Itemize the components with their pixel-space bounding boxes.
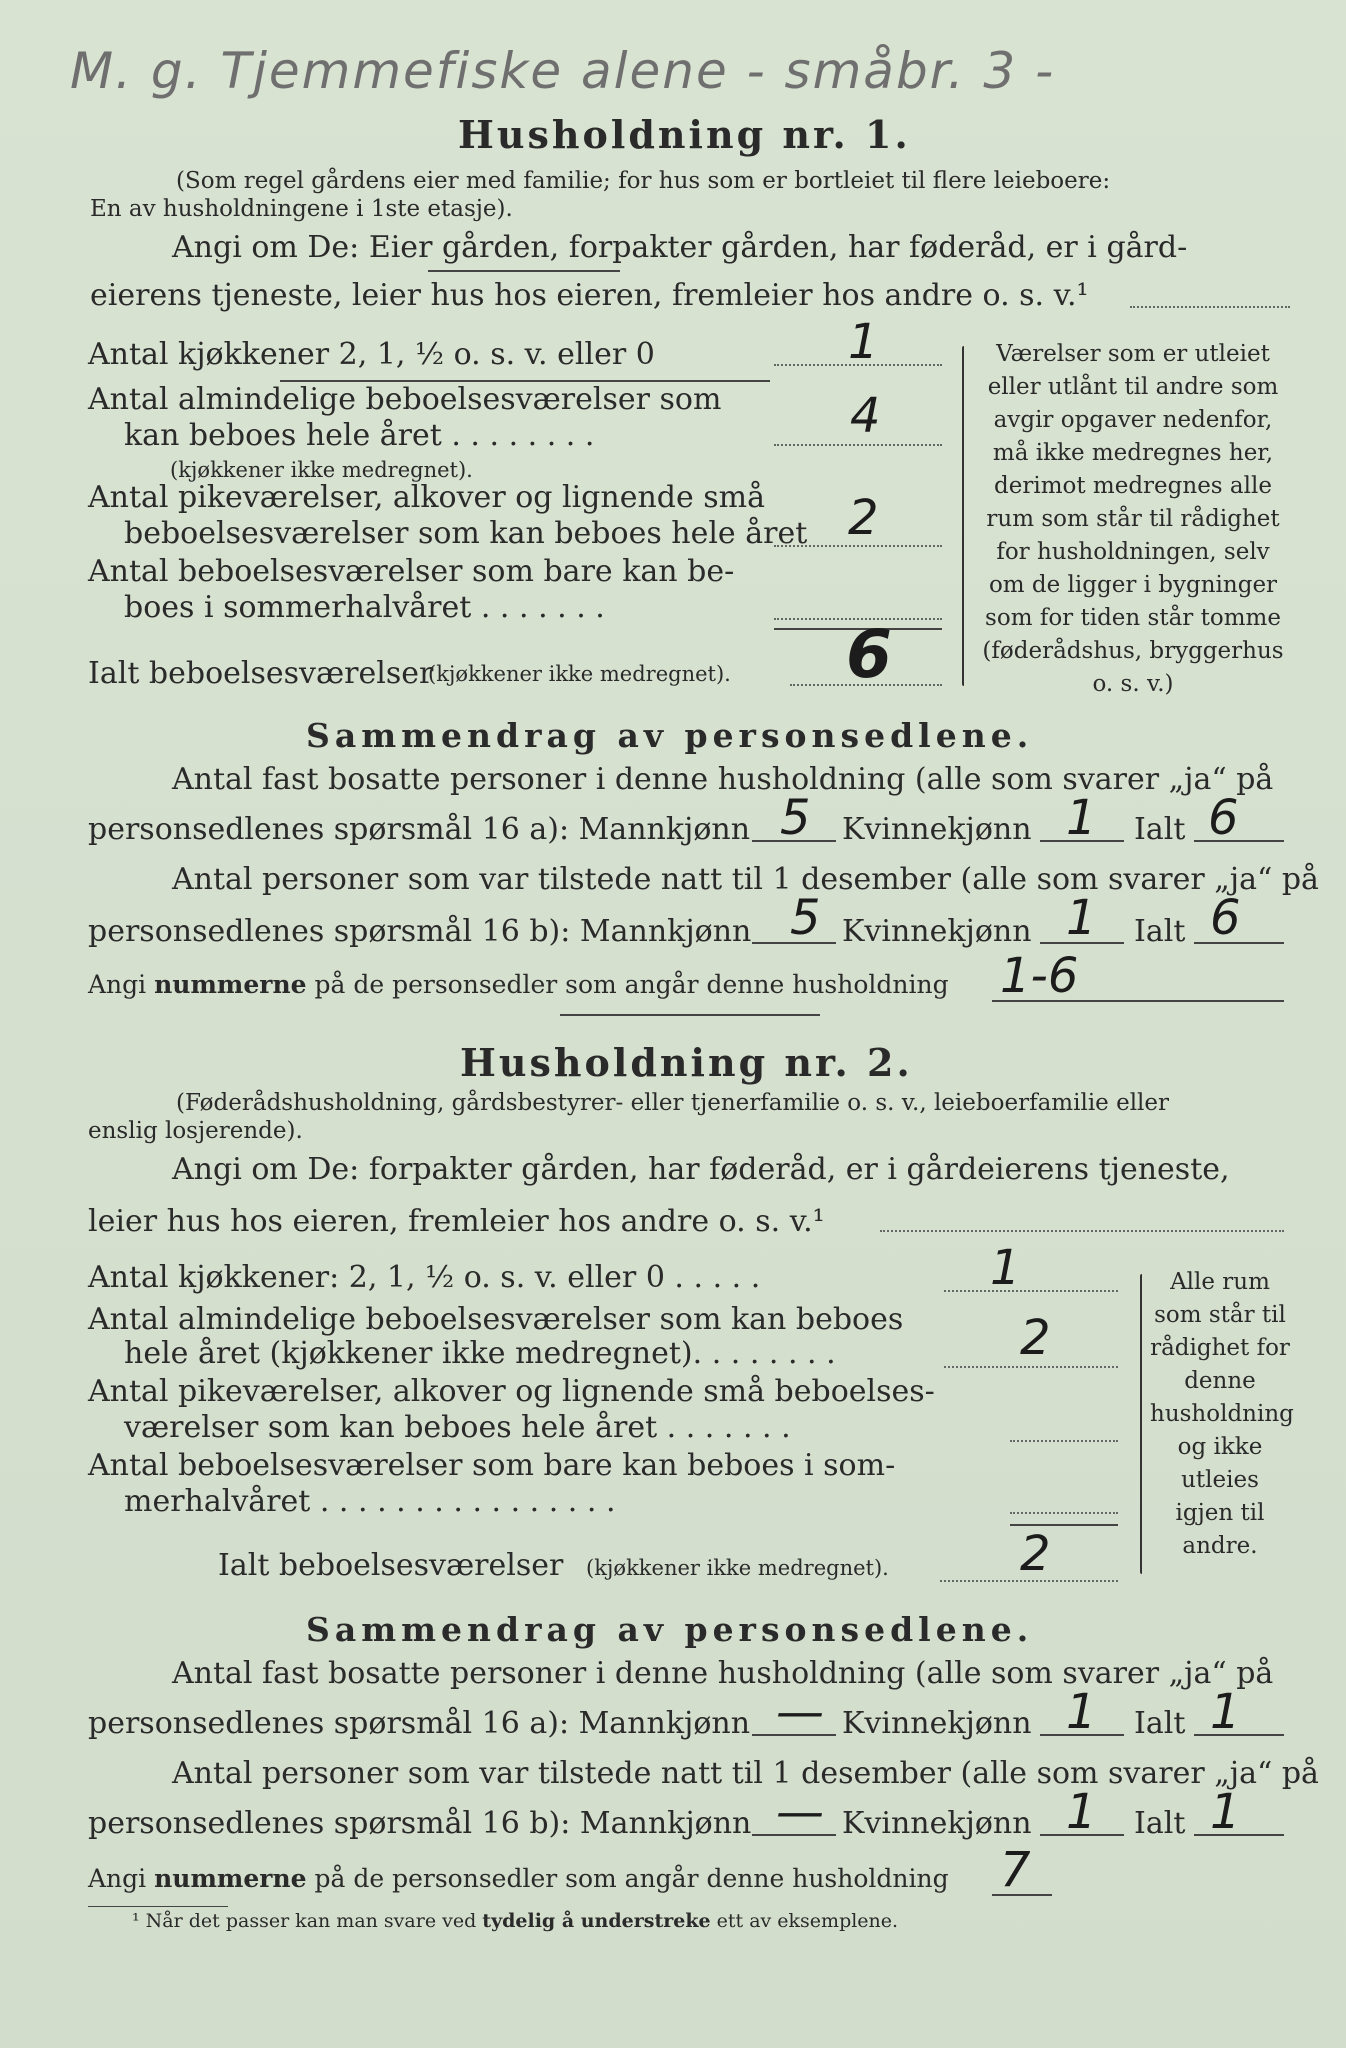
hh2-fast-ialt: 1 bbox=[1210, 1684, 1241, 1740]
hh2-kjokkener-value: 1 bbox=[990, 1240, 1021, 1296]
hh2-brace-text: Alle rum som står til rådighet for denne husholdning og ikke utleies igjen til andre. bbox=[1150, 1269, 1294, 1559]
hh2-kjokkener-label: Antal kjøkkener: 2, 1, ½ o. s. v. eller 0 . . . . . bbox=[88, 1260, 761, 1295]
hh1-fast-ialt: 6 bbox=[1208, 790, 1239, 846]
hh2-fast-line2: personsedlenes spørsmål 16 a): Mannkjønn bbox=[88, 1706, 751, 1741]
hh1-fast-kvinne: 1 bbox=[1066, 790, 1097, 846]
hh2-pike-line2: værelser som kan beboes hele året . . . . . . . bbox=[124, 1410, 791, 1445]
hh1-pike-line1: Antal pikeværelser, alkover og lignende små bbox=[88, 480, 766, 515]
hh2-brace bbox=[1140, 1274, 1142, 1574]
hh2-nummerne-value: 7 bbox=[1000, 1842, 1031, 1898]
household-2-angi-answer-line bbox=[880, 1230, 1284, 1232]
footnote bbox=[132, 1910, 898, 1932]
hh1-brace bbox=[962, 346, 964, 686]
hh1-pike-value: 2 bbox=[848, 490, 879, 546]
hh2-tilstede-mann: — bbox=[776, 1784, 824, 1840]
hh1-tilstede-kvinne-label: Kvinnekjønn bbox=[842, 914, 1032, 949]
hh1-kjokkener-label: Antal kjøkkener 2, 1, ½ o. s. v. eller 0 bbox=[88, 337, 655, 372]
hh2-fast-kvinne: 1 bbox=[1066, 1684, 1097, 1740]
hh1-fast-mann: 5 bbox=[780, 790, 811, 846]
hh2-nummerne-bold: nummerne bbox=[154, 1864, 307, 1893]
household-2-angi-line2: leier hus hos eieren, fremleier hos andre o. s. v.¹ bbox=[88, 1204, 825, 1239]
section-divider bbox=[560, 1014, 820, 1016]
hh1-tilstede-mann: 5 bbox=[790, 890, 821, 946]
hh1-ialt-note: (kjøkkener ikke medregnet). bbox=[428, 662, 731, 686]
eier-garden-underline bbox=[428, 270, 620, 272]
footnote-text-b: ett av eksemplene. bbox=[716, 1910, 899, 1932]
footnote-marker: ¹ bbox=[132, 1910, 140, 1932]
hh2-fast-ialt-label: Ialt bbox=[1134, 1706, 1186, 1741]
hh2-alm-line bbox=[944, 1366, 1118, 1368]
hh2-sommer-line bbox=[1010, 1512, 1118, 1514]
household-1-angi-answer-line bbox=[1130, 306, 1290, 308]
hh1-brace-text: Værelser som er utleiet eller utlånt til andre som avgir opgaver nedenfor, må ikke medregnes her, derimot medregnes alle rum som står til rådighet for husholdningen, selv om de ligger i bygninger som for tiden står tomme (føderådshus, bryggerhus o. s. v.) bbox=[982, 341, 1284, 697]
hh2-ialt-value: 2 bbox=[1020, 1526, 1051, 1582]
hh1-alm-line1: Antal almindelige beboelsesværelser som bbox=[88, 382, 722, 417]
hh1-fast-ialt-label: Ialt bbox=[1134, 812, 1186, 847]
header-handwritten-note: M. g. Tjemmefiske alene - småbr. 3 - bbox=[70, 42, 1056, 100]
hh1-ialt-label: Ialt beboelsesværelser bbox=[88, 656, 434, 691]
hh1-alm-divider bbox=[280, 380, 770, 382]
household-1-note-line1: (Som regel gårdens eier med familie; for hus som er bortleiet til flere leieboere: bbox=[176, 168, 1111, 194]
hh1-kjokkener-value: 1 bbox=[848, 314, 879, 370]
hh1-sommer-line2: boes i sommerhalvåret . . . . . . . bbox=[124, 590, 605, 625]
household-2-note-line2: enslig losjerende). bbox=[88, 1118, 303, 1144]
hh1-tilstede-line1: Antal personer som var tilstede natt til 1 desember (alle som svarer „ja“ på bbox=[172, 862, 1319, 897]
hh1-fast-line2: personsedlenes spørsmål 16 a): Mannkjønn bbox=[88, 812, 751, 847]
household-1-angi-line2: eierens tjeneste, leier hus hos eieren, fremleier hos andre o. s. v.¹ bbox=[90, 278, 1089, 313]
hh1-pike-line2: beboelsesværelser som kan beboes hele året bbox=[124, 516, 808, 551]
footnote-rule bbox=[88, 1906, 228, 1907]
hh2-alm-line1: Antal almindelige beboelsesværelser som kan beboes bbox=[88, 1302, 904, 1337]
household-1-angi-line1: Angi om De: Eier gården, forpakter gården, har føderåd, er i gård- bbox=[172, 230, 1188, 265]
hh1-sommer-line1: Antal beboelsesværelser som bare kan be- bbox=[88, 554, 735, 589]
hh2-tilstede-line1: Antal personer som var tilstede natt til 1 desember (alle som svarer „ja“ på bbox=[172, 1756, 1319, 1791]
hh1-alm-line bbox=[774, 444, 942, 446]
hh1-tilstede-kvinne: 1 bbox=[1066, 890, 1097, 946]
hh2-fast-line1: Antal fast bosatte personer i denne husholdning (alle som svarer „ja“ på bbox=[172, 1656, 1274, 1691]
hh2-tilstede-ialt-label: Ialt bbox=[1134, 1806, 1186, 1841]
hh2-tilstede-kvinne: 1 bbox=[1066, 1784, 1097, 1840]
hh1-fast-kvinne-label: Kvinnekjønn bbox=[842, 812, 1032, 847]
hh2-alm-value: 2 bbox=[1020, 1310, 1051, 1366]
hh1-alm-line3: (kjøkkener ikke medregnet). bbox=[170, 458, 473, 482]
household-1-note-line2: En av husholdningene i 1ste etasje). bbox=[90, 196, 513, 222]
hh1-sammendrag-title: Sammendrag av personsedlene. bbox=[306, 716, 1034, 755]
hh1-tilstede-ialt-label: Ialt bbox=[1134, 914, 1186, 949]
hh1-nummerne-prefix: Angi bbox=[88, 970, 147, 999]
hh2-ialt-label: Ialt beboelsesværelser bbox=[218, 1548, 564, 1583]
household-2-angi-line1: Angi om De: forpakter gården, har føderåd, er i gårdeierens tjeneste, bbox=[172, 1152, 1230, 1187]
hh2-tilstede-line2: personsedlenes spørsmål 16 b): Mannkjønn bbox=[88, 1806, 752, 1841]
hh2-pike-line bbox=[1010, 1440, 1118, 1442]
hh2-tilstede-ialt: 1 bbox=[1210, 1784, 1241, 1840]
hh2-fast-mann: — bbox=[776, 1684, 824, 1740]
hh1-nummerne-row bbox=[88, 970, 949, 999]
hh2-sommer-line2: merhalvåret . . . . . . . . . . . . . . . . bbox=[124, 1484, 616, 1519]
hh2-pike-line1: Antal pikeværelser, alkover og lignende små beboelses- bbox=[88, 1374, 935, 1409]
hh2-nummerne-prefix: Angi bbox=[88, 1864, 147, 1893]
household-2-title: Husholdning nr. 2. bbox=[460, 1040, 913, 1085]
hh2-nummerne-rest: på de personsedler som angår denne husholdning bbox=[314, 1864, 949, 1893]
hh1-nummerne-bold: nummerne bbox=[154, 970, 307, 999]
hh1-tilstede-line2: personsedlenes spørsmål 16 b): Mannkjønn bbox=[88, 914, 752, 949]
footnote-text-a: Når det passer kan man svare ved bbox=[145, 1910, 477, 1932]
hh1-fast-line1: Antal fast bosatte personer i denne husholdning (alle som svarer „ja“ på bbox=[172, 762, 1274, 797]
household-1-title: Husholdning nr. 1. bbox=[458, 112, 911, 157]
household-2-note-line1: (Føderådshusholdning, gårdsbestyrer- eller tjenerfamilie o. s. v., leieboerfamilie eller bbox=[176, 1090, 1170, 1116]
hh2-sammendrag-title: Sammendrag av personsedlene. bbox=[306, 1610, 1034, 1649]
hh2-ialt-note: (kjøkkener ikke medregnet). bbox=[586, 1556, 889, 1580]
hh2-kjokkener-line bbox=[944, 1290, 1118, 1292]
hh1-tilstede-ialt: 6 bbox=[1210, 890, 1241, 946]
hh2-nummerne-row bbox=[88, 1864, 949, 1893]
hh1-ialt-value: 6 bbox=[846, 616, 892, 693]
hh2-sommer-line1: Antal beboelsesværelser som bare kan beboes i som- bbox=[88, 1448, 896, 1483]
hh1-nummerne-value: 1-6 bbox=[1000, 948, 1079, 1004]
hh2-alm-line2: hele året (kjøkkener ikke medregnet). . . . . . . . bbox=[124, 1336, 836, 1371]
hh2-fast-kvinne-label: Kvinnekjønn bbox=[842, 1706, 1032, 1741]
footnote-text-bold: tydelig å understreke bbox=[482, 1910, 711, 1932]
hh2-tilstede-kvinne-label: Kvinnekjønn bbox=[842, 1806, 1032, 1841]
hh1-alm-line2: kan beboes hele året . . . . . . . . bbox=[124, 418, 595, 453]
hh1-nummerne-rest: på de personsedler som angår denne husholdning bbox=[314, 970, 949, 999]
hh1-alm-value: 4 bbox=[850, 388, 881, 444]
